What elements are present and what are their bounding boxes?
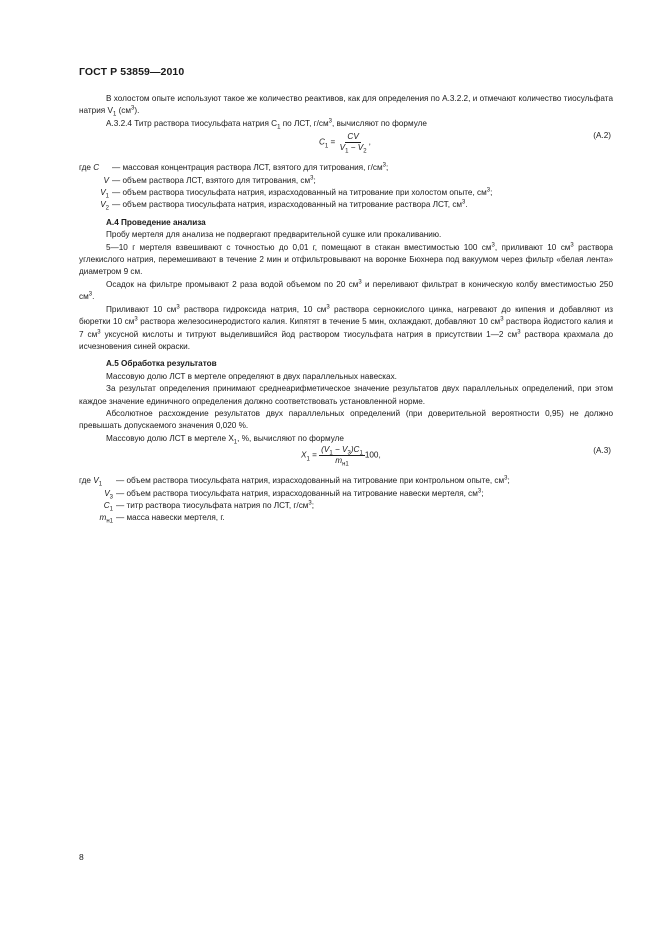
definition-item: V — объем раствора ЛСТ, взятого для титрования, $см^3$;	[103, 174, 316, 185]
paragraph-a4-2: 5—10 г мертеля взвешивают с точностью до 0,01 г, помещают в стакан вместимостью 100 $см^3$, приливают 10 $см^3$ раствора углекислого натрия, перемешивают в течение 2 мин и отфильтровывают на воронке Бюхнера под вакуумом через фильтр «белая лента» диаметром 9 см.	[79, 241, 613, 277]
formula-a2-number: (А.2)	[593, 131, 611, 141]
formula-a3	[79, 445, 613, 475]
paragraph-a4-1: Пробу мертеля для анализа не подвергают предварительной сушке или прокаливанию.	[106, 230, 442, 240]
paragraph-blank-test: В холостом опыте используют такое же количество реактивов, как для определения по А.3.2.2, и отмечают количество тиосульфата натрия $V_1$ $(см^3)$.	[79, 94, 613, 119]
definition-item: где C — массовая концентрация раствора ЛСТ, взятого для титрования, $г/см^3$;	[79, 162, 389, 173]
document-header: ГОСТ Р 53859—2010	[79, 66, 185, 78]
formula-a2-fraction: $\frac{CV}{V_1 - V_2}$	[339, 132, 367, 155]
definition-item: $V_3$ — объем раствора тиосульфата натрия, израсходованный на титрование навески мертеля, $см^3$;	[104, 487, 484, 501]
definition-item: $V_1$ — объем раствора тиосульфата натрия, израсходованный на титрование при холостом опыте, $см^3$;	[100, 187, 493, 200]
definition-item: где $V_1$ — объем раствора тиосульфата натрия, израсходованный на титрование при контрольном опыте, $см^3$;	[79, 475, 510, 488]
definition-item: $C_1$ — титр раствора тиосульфата натрия по ЛСТ, $г/см^3$;	[103, 500, 315, 513]
definitions-a2	[79, 162, 613, 212]
document-body	[79, 93, 613, 525]
formula-a3-expression: $X_1$ = $\frac{(V_1 - V_3)C_1}{m_{н1}}$ 100,	[301, 445, 381, 468]
definition-item: $V_2$ — объем раствора тиосульфата натрия, израсходованный на титрование раствора ЛСТ, $см^3$.	[100, 199, 468, 213]
paragraph-a4-4: Приливают 10 $см^3$ раствора гидроксида натрия, 10 $см^3$ раствора сернокислого цинка, нагревают до кипения и добавляют из бюретки 10 $см^3$ раствора железосинеродистого калия. Кипятят в течение 5 мин, охлаждают, добавляют 10 $см^3$ раствора йодистого калия и 7 $см^3$ уксусной кислоты и титруют выделившийся йод раствором тиосульфата натрия в присутствии 1—2 $см^3$ раствора крахмала до исчезновения синей окраски.	[79, 303, 614, 351]
formula-a3-fraction: $\frac{(V_1 - V_3)C_1}{m_{н1}}$	[321, 445, 363, 468]
paragraph-a5-1: Массовую долю ЛСТ в мертеле определяют в двух параллельных навесках.	[106, 371, 397, 381]
formula-a2-expression: $C_1$ = $\frac{CV}{V_1 - V_2}$ ,	[319, 132, 371, 155]
definitions-a3	[79, 475, 613, 525]
paragraph-a5-2: За результат определения принимают среднеарифметическое значение результатов двух параллельных определений, при этом каждое значение единичного определения должно соответствовать установленной норме.	[79, 384, 613, 406]
paragraph-a5-4: Массовую долю ЛСТ в мертеле $X_1$, %, вычисляют по формуле	[106, 433, 344, 446]
formula-a2	[79, 130, 613, 162]
paragraph-a324: А.3.2.4 Титр раствора тиосульфата натрия $C_1$ по ЛСТ, $г/см^3$, вычисляют по формуле	[106, 118, 427, 131]
paragraph-a4-3: Осадок на фильтре промывают 2 раза водой объемом по 20 $см^3$ и переливают фильтрат в коническую колбу вместимостью 250 $см^3$.	[79, 279, 613, 302]
paragraph-a5-3: Абсолютное расхождение результатов двух параллельных определений (при доверительной вероятности 0,95) не должно превышать допускаемого значения 0,020 %.	[79, 408, 613, 431]
page-number: 8	[79, 852, 84, 862]
section-heading-a4: А.4 Проведение анализа	[106, 217, 206, 227]
definition-item: $m_{н1}$ — масса навески мертеля, г.	[99, 513, 225, 526]
formula-a3-number: (А.3)	[593, 446, 611, 456]
section-heading-a5: А.5 Обработка результатов	[106, 359, 217, 369]
